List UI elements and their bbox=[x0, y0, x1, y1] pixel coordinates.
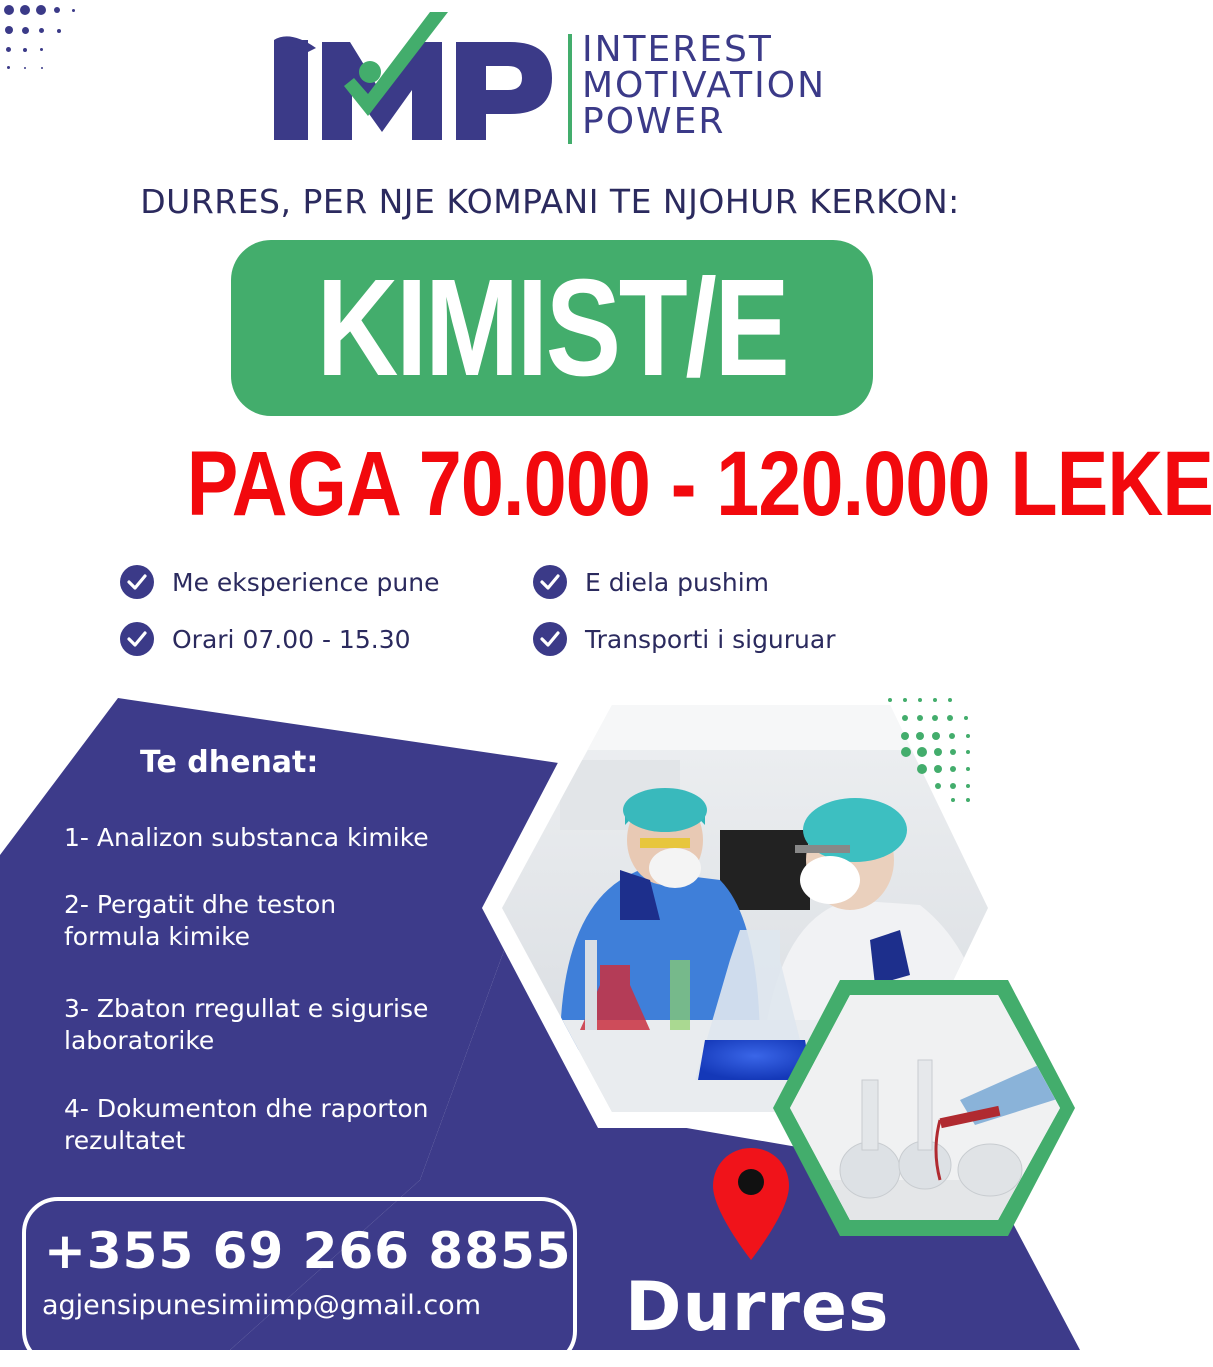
position-title: KIMIST/E bbox=[316, 250, 788, 405]
detail-item: 3- Zbaton rregullat e sigurise laboratorike bbox=[64, 994, 429, 1055]
location-city: Durres bbox=[625, 1268, 890, 1347]
email-address[interactable]: agjensipunesimiimp@gmail.com bbox=[42, 1290, 482, 1321]
subheadline: DURRES, PER NJE KOMPANI TE NJOHUR KERKON: bbox=[140, 182, 960, 221]
feature-label: Transporti i siguruar bbox=[585, 624, 836, 654]
details-heading: Te dhenat: bbox=[140, 745, 319, 780]
feature-label: Me eksperience pune bbox=[172, 567, 440, 597]
detail-item: 4- Dokumenton dhe raporton rezultatet bbox=[64, 1094, 429, 1155]
tagline-power: POWER bbox=[582, 101, 726, 142]
detail-item: 1- Analizon substanca kimike bbox=[64, 823, 429, 852]
salary-range: PAGA 70.000 - 120.000 LEKE bbox=[186, 433, 1213, 535]
feature-label: Orari 07.00 - 15.30 bbox=[172, 624, 411, 654]
tagline-interest: INTEREST bbox=[582, 29, 773, 70]
tagline-motivation: MOTIVATION bbox=[582, 65, 827, 106]
feature-label: E diela pushim bbox=[585, 567, 770, 597]
detail-item: 2- Pergatit dhe teston formula kimike bbox=[64, 890, 337, 951]
phone-number[interactable]: +355 69 266 8855 bbox=[44, 1222, 572, 1280]
